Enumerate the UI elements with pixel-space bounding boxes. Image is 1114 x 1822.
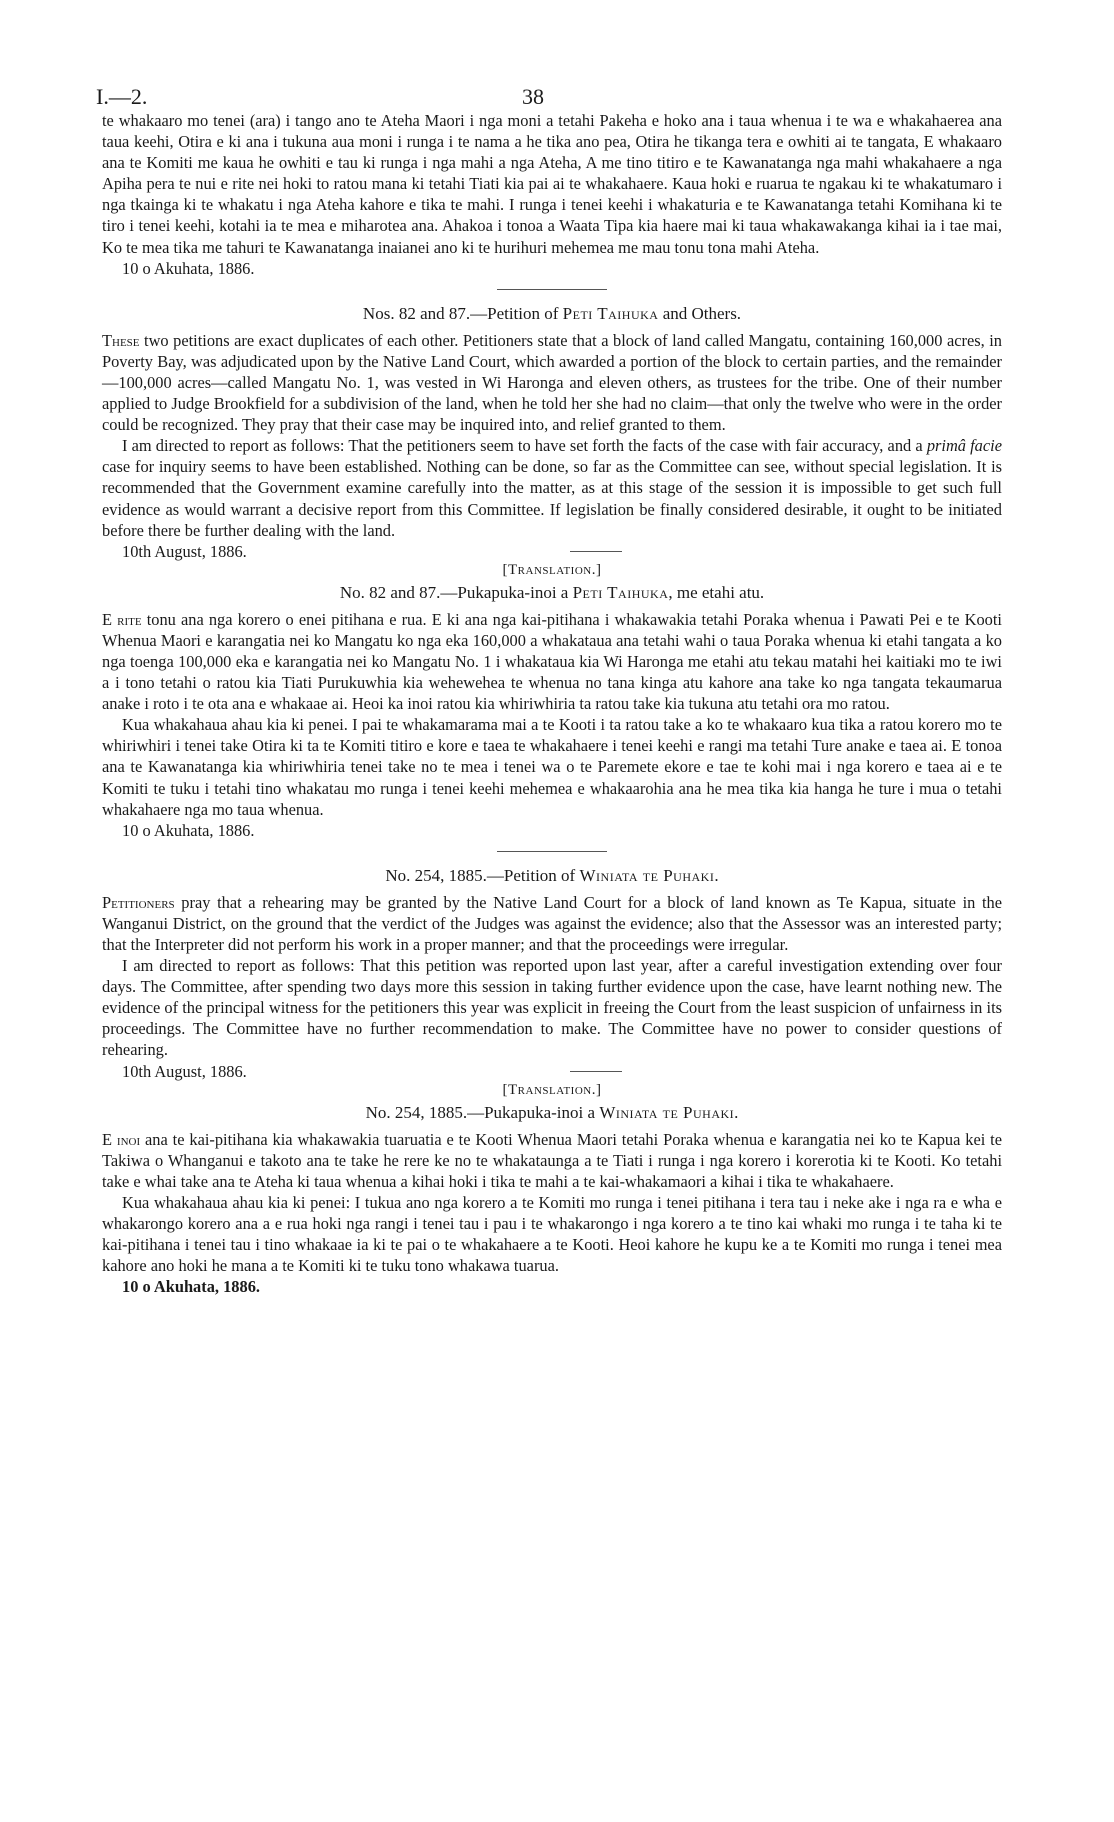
heading-prefix: No. 254, 1885.—Petition of <box>385 865 580 885</box>
petition-summary <box>102 892 1002 955</box>
section-heading <box>102 583 1002 603</box>
heading-suffix: and Others. <box>658 303 742 323</box>
date-line: 10 o Akuhata, 1886. <box>122 820 255 840</box>
heading-suffix: . <box>714 865 719 885</box>
italic-phrase: primâ facie <box>926 436 1002 456</box>
page-header <box>96 70 1002 110</box>
petition-summary <box>102 330 1002 435</box>
translation-label: [Translation.] <box>502 561 602 578</box>
page-number: 38 <box>522 84 544 109</box>
paragraph-text: ana te kai-pitihana kia whakawakia tuaruatia e te Kooti Whenua Maori tetahi Poraka whenua e karangatia nei ko te Kapua kei te Takiwa o Whanganui e takoto ana te take he rere ke no te whakataunga a te Tiati i runga i nga korero i korerotia ki te Kooti. Ko tetahi take e whai take ana te Ateha ki taua whenua a kihai hoki i tika te mahi a te kai-whakamaori a kihai i tika te whakahaere. <box>102 1129 1002 1191</box>
section-heading <box>102 1103 1002 1123</box>
document-reference: I.—2. <box>96 84 148 109</box>
section-divider <box>497 851 607 852</box>
heading-suffix: , me etahi atu. <box>668 582 765 602</box>
committee-report: Kua whakahaua ahau kia ki penei. I pai te whakamarama mai a te Kooti i ta ratou take a ko te whakaaro kua tika a ratou korero mo te whiriwhiri i tenei take Otira ki ta te Komiti titiro e kore e taea te whakahaere i tenei keehi e rangi ma tetahi Ture anake e taea ai. E tonoa ana te Kawanatanga kia whiriwhiria tenei take no te mea i tenei wa o te Paremete ekore e tae te kohi mai i nga korero e taea ai e te Komiti te tuku i tetahi tino whakatau mo runga i tenei keehi mehemea e whakaarohia ana he mea tika kia hanga he ture i mua o tetahi whakahaere nga mo taua whenua. <box>102 715 1002 819</box>
heading-prefix: Nos. 82 and 87.—Petition of <box>362 303 563 323</box>
heading-suffix: . <box>734 1102 739 1122</box>
petitioner-name: Winiata te Puhaki <box>599 1102 735 1122</box>
date-line: 10 o Akuhata, 1886. <box>122 258 255 278</box>
committee-report <box>102 435 1002 540</box>
committee-report: Kua whakahaua ahau kia ki penei: I tukua ano nga korero a te Komiti mo runga i tenei pitihana i tera tau i neke ake i nga ra e wha e whakarongo korero ana a e rua hoki nga rangi i tenei tau i pau i te whakarongo i nga korero a te tino kai whaki mo runga i te taha ki te kai-pitihana i tenei tau i tino whakaae ia ki te pai o te whakahaere a te Kooti. Heoi kahore he kupu ke a te Komiti mo runga i tenei mea kahore ano hoki he mana a te Komiti ki te tuku tono whakawa tuarua. <box>102 1192 1002 1276</box>
lead-word: Petitioners <box>102 892 175 912</box>
date-line: 10th August, 1886. <box>122 1061 247 1081</box>
lead-word: E rite <box>102 609 142 629</box>
paragraph-text: pray that a rehearing may be granted by the Native Land Court for a block of land known as Te Kapua, situate in the Wanganui District, on the ground that the verdict of the Judges was against the evidence; also that the Assessor was an interested party; that the Interpreter did not perform his work in a proper manner; and that the proceedings were irregular. <box>102 892 1002 954</box>
section-heading <box>102 304 1002 324</box>
date-line: 10 o Akuhata, 1886. <box>122 1277 260 1297</box>
section-heading <box>102 866 1002 886</box>
petitioner-name: Winiata te Puhaki <box>579 865 715 885</box>
date-line: 10th August, 1886. <box>122 541 247 561</box>
heading-prefix: No. 82 and 87.—Pukapuka-inoi a <box>339 582 573 602</box>
petitioner-name: Peti Taihuka <box>562 303 659 323</box>
lead-word: These <box>102 330 140 350</box>
short-divider <box>570 551 622 552</box>
petition-summary <box>102 1129 1002 1192</box>
section-divider <box>497 289 607 290</box>
lead-word: E inoi <box>102 1129 141 1149</box>
paragraph-text: two petitions are exact duplicates of each other. Petitioners state that a block of land called Mangatu, containing 160,000 acres, in Poverty Bay, was adjudicated upon by the Native Land Court, which awarded a portion of the block to certain parties, and the remainder—100,000 acres—called Mangatu No. 1, was vested in Wi Haronga and eleven others, as trustees for the tribe. One of their number applied to Judge Brookfield for a subdivision of the land, when he told her she had no claim—that only the twelve who were in the order could be recognized. They pray that their case may be inquired into, and relief granted to them. <box>102 330 1002 435</box>
committee-report: I am directed to report as follows: That this petition was reported upon last year, after a careful investigation extending over four days. The Committee, after spending two days more this session in taking further evidence upon the case, have learnt nothing new. The evidence of the principal witness for the petitioners this year was explicit in freeing the Court from the least suspicion of unfairness in its proceedings. The Committee have no further recommendation to make. The Committee have no power to consider questions of rehearing. <box>102 956 1002 1060</box>
translation-label: [Translation.] <box>502 1081 602 1098</box>
petitioner-name: Peti Taihuka <box>572 582 669 602</box>
paragraph-text: tonu ana nga korero o enei pitihana e rua. E ki ana nga kai-pitihana i whakawakia tetahi Poraka whenua i Pawati Pei e te Kooti Whenua Maori e karangatia nei ko Mangatu ko nga eka 160,000 a whakataua ana tetahi wahi o taua Poraka whenua ki etahi tangata a ko nga toenga 100,000 eka e karangatia nei ko Mangatu No. 1 i whakataua kia Wi Haronga me etahi atu tekau matahi hei kaitiaki mo te iwi a i tono tetahi o ratou kia Tiati Purukuwhia kia wehewehea te whenua no tana kinga atu kahore ana take ko nga tangata tekaumarua anake i roto i te ota ana e whakaae ai. Heoi ka inoi ratou kia whiriwhiria ta ratou take kia tukuna atu tetahi ora mo ratou. <box>102 609 1002 714</box>
petition-summary <box>102 609 1002 714</box>
heading-prefix: No. 254, 1885.—Pukapuka-inoi a <box>365 1102 600 1122</box>
short-divider <box>570 1071 622 1072</box>
paragraph-text: I am directed to report as follows: That the petitioners seem to have set forth the facts of the case with fair accuracy, and a <box>122 436 927 456</box>
paragraph-text: case for inquiry seems to have been established. Nothing can be done, so far as the Committee can see, without special legislation. It is recommended that the Government examine carefully into the matter, as at this stage of the session it is impossible to get such full evidence as would warrant a decisive report from this Committee. If legislation be finally considered desirable, it ought to be initiated before there be further dealing with the land. <box>102 457 1002 540</box>
continuation-paragraph: te whakaaro mo tenei (ara) i tango ano te Ateha Maori i nga moni a tetahi Pakeha e hoko ana i taua whenua i te wa e whakahaerea ana taua keehi, Otira e ki ana i tukuna aua moni i runga i te nama a he tika ano pea, Otira he tikanga tera e owhiti ai te tangata, E whakaaro ana te Komiti me kaua he owhiti e tau ki runga i nga mahi a nga Ateha, A me tino titiro e te Kawanatanga nga mahi whakahaere a nga Apiha pera te nui e rite nei hoki to ratou mana ki tetahi Tiati kia pai ai te whakahaere. Kaua hoki e ruarua te ngakau ki te whakatumaro i nga tkainga ki te whakatu i nga Ateha kahore e tika te mahi. I runga i tenei keehi i whakaturia e te Kawanatanga tetahi Komihana ki te tiro i tenei keehi, kotahi ia te mea e miharotea ana. Ahakoa i tonoa a Waata Tipa kia haere mai ki taua whakawakanga kihai ia i tae mai, Ko te mea tika me tahuri te Kawanatanga inaianei ano ki te hurihuri mehemea me mau tonu tona mahi Ateha. <box>102 111 1002 257</box>
document-page <box>96 70 1002 1297</box>
